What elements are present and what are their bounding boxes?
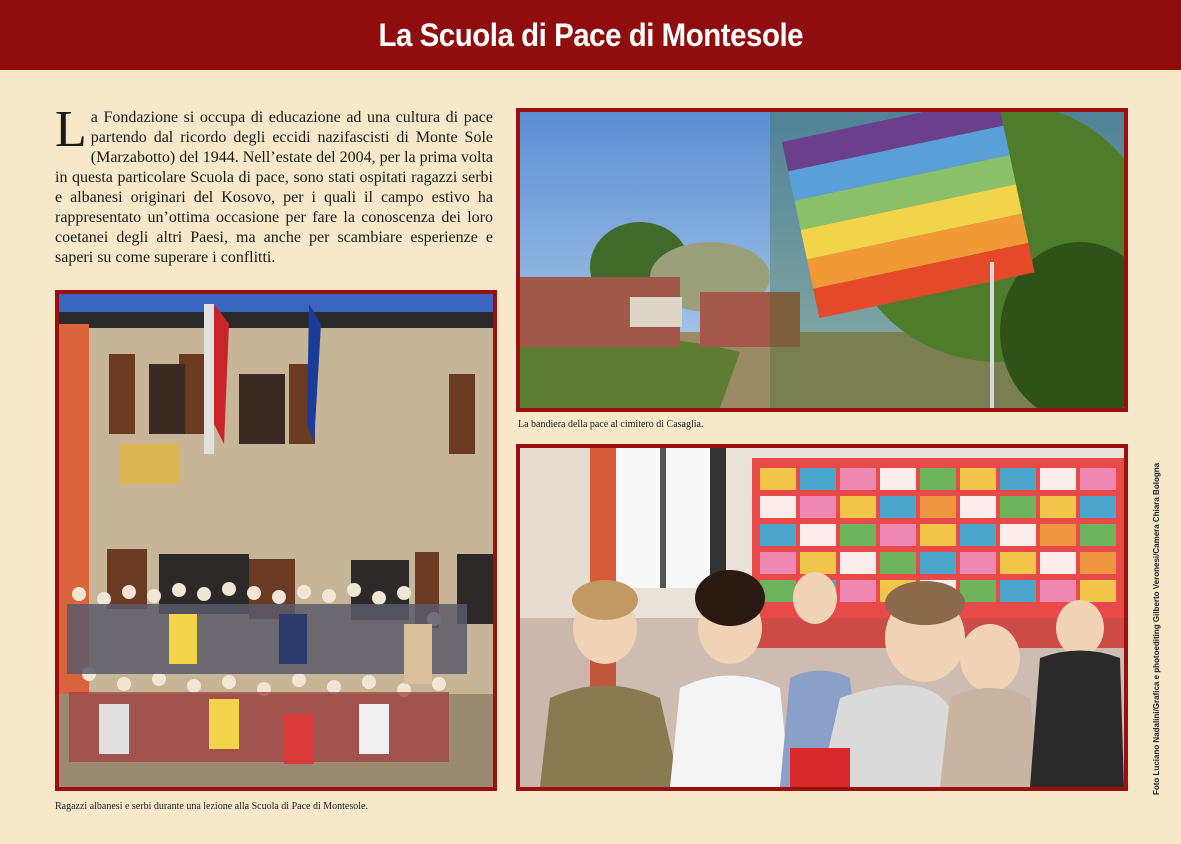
- header-bar: [0, 0, 1181, 70]
- photo-classroom: [516, 444, 1128, 791]
- page-title: La Scuola di Pace di Montesole: [378, 16, 803, 53]
- photo-group: [55, 290, 497, 791]
- photo-credit: Foto Luciano Nadalini/Grafica e photoediting Gilberto Veronesi/Camera Chiara Bologna: [1152, 462, 1161, 795]
- intro-text: a Fondazione si occupa di educazione ad una cultura di pace partendo dal ricordo degli eccidi nazifascisti di Monte Sole (Marzabotto) del 1944. Nell’estate del 2004, per la prima volta in questa particolare Scuola di pace, sono stati ospitati ragazzi serbi e albanesi originari del Kosovo, per i quali il campo estivo ha rappresentato un’ottima occasione per fare la conoscenza dei loro coetanei degli altri Paesi, ma anche per scambiare esperienze e saperi su come superare i conflitti.: [55, 109, 493, 266]
- intro-paragraph: [55, 101, 493, 268]
- photo-cemetery-flag: [516, 108, 1128, 412]
- drop-cap: L: [55, 101, 87, 158]
- caption-group: Ragazzi albanesi e serbi durante una lezione alla Scuola di Pace di Montesole.: [55, 801, 368, 812]
- caption-cemetery: La bandiera della pace al cimitero di Casaglia.: [518, 419, 704, 430]
